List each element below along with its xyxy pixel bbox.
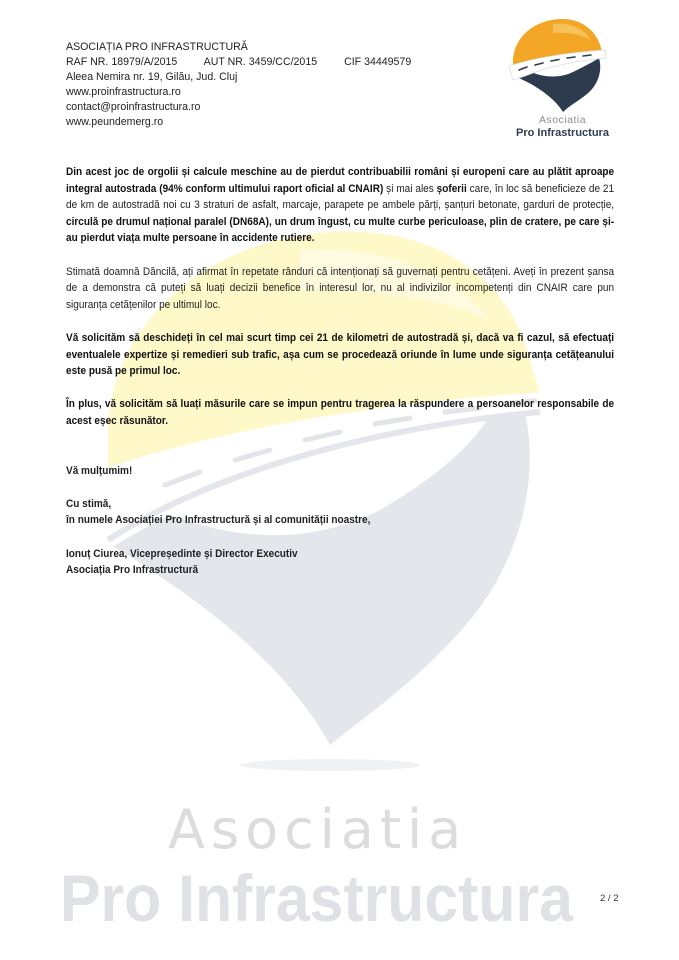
footer-brand-line2: Pro Infrastructura bbox=[60, 861, 573, 935]
p1-bold-outro: circulă pe drumul național paralel (DN68A), un drum îngust, cu multe curbe periculoase, plin de cratere, pe care și-au pierdut viața multe persoane în accidente rutiere. bbox=[66, 215, 615, 245]
signatory-organization: Asociația Pro Infrastructură bbox=[66, 564, 199, 577]
registration-numbers bbox=[66, 55, 411, 70]
address: Aleea Nemira nr. 19, Gilău, Jud. Cluj bbox=[66, 71, 238, 83]
logo-text-line2: Pro Infrastructura bbox=[516, 127, 609, 139]
page-number: 2 / 2 bbox=[600, 893, 619, 904]
paragraph-4 bbox=[66, 396, 614, 429]
watermark-shadow bbox=[240, 759, 420, 771]
letter-body-container bbox=[66, 164, 614, 579]
aut-number: AUT NR. 3459/CC/2015 bbox=[203, 56, 318, 68]
closing-line: Cu stimă, bbox=[66, 497, 112, 510]
logo-text-line1: Asociatia bbox=[538, 114, 587, 126]
p1-text-b: care, în loc să beneficieze de 21 de km de autostradă noi cu 3 straturi de asfalt, marcaje, parapete pe ambele părți, șanțuri betonate, garduri de protecție, bbox=[66, 182, 615, 212]
p1-bold-drivers: șoferii bbox=[436, 182, 467, 195]
signatory-name: Ionuț Ciurea, Vicepreședinte și Director Executiv bbox=[66, 547, 298, 560]
cif-number: CIF 34449579 bbox=[344, 56, 412, 68]
p1-text-a: și mai ales bbox=[383, 182, 437, 195]
p1-bold-intro: Din acest joc de orgolii și calcule meschine au de pierdut contribuabilii români și europeni care au plătit aproape integral autostrada (94% conform ultimului raport oficial al CNAIR) bbox=[66, 166, 615, 195]
paragraph-1 bbox=[66, 164, 614, 247]
website-link[interactable]: www.proinfrastructura.ro bbox=[66, 86, 181, 98]
website2-link[interactable]: www.peundemerg.ro bbox=[66, 116, 164, 128]
paragraph-3 bbox=[66, 330, 614, 380]
email-link[interactable]: contact@proinfrastructura.ro bbox=[66, 101, 201, 113]
raf-number: RAF NR. 18979/A/2015 bbox=[66, 56, 178, 68]
helmet-road-pin-icon bbox=[505, 14, 620, 114]
on-behalf-line: în numele Asociației Pro Infrastructură și al comunității noastre, bbox=[66, 514, 371, 527]
letter-body bbox=[66, 164, 614, 579]
paragraph-2: Stimată doamnă Dăncilă, ați afirmat în repetate rânduri că intenționați să guvernați pentru cetățeni. Aveți în prezent șansa de a demonstra că puteți să luați decizii benefice în interesul lor, nu al indivizilor incompetenți din CNAIR care pun siguranța cetățenilor pe ultimul loc. bbox=[66, 265, 615, 311]
footer-brand-line1: Asociatia bbox=[168, 798, 468, 861]
letterhead bbox=[66, 40, 411, 130]
p4-bold: În plus, vă solicităm să luați măsurile care se impun pentru tragerea la răspundere a persoanelor responsabile de acest eșec răsunător. bbox=[66, 398, 615, 427]
thanks-line: Vă mulțumim! bbox=[66, 464, 133, 477]
organization-logo bbox=[505, 14, 620, 144]
p3-bold: Vă solicităm să deschideți în cel mai scurt timp cei 21 de kilometri de autostradă și, dacă va fi cazul, să efectuați eventualele expertize și remedieri sub trafic, așa cum se procedează oriunde în lume unde siguranța cetățeanului este pusă pe primul loc. bbox=[66, 331, 615, 378]
footer-brand bbox=[0, 800, 679, 940]
org-name: ASOCIAȚIA PRO INFRASTRUCTURĂ bbox=[66, 41, 248, 53]
